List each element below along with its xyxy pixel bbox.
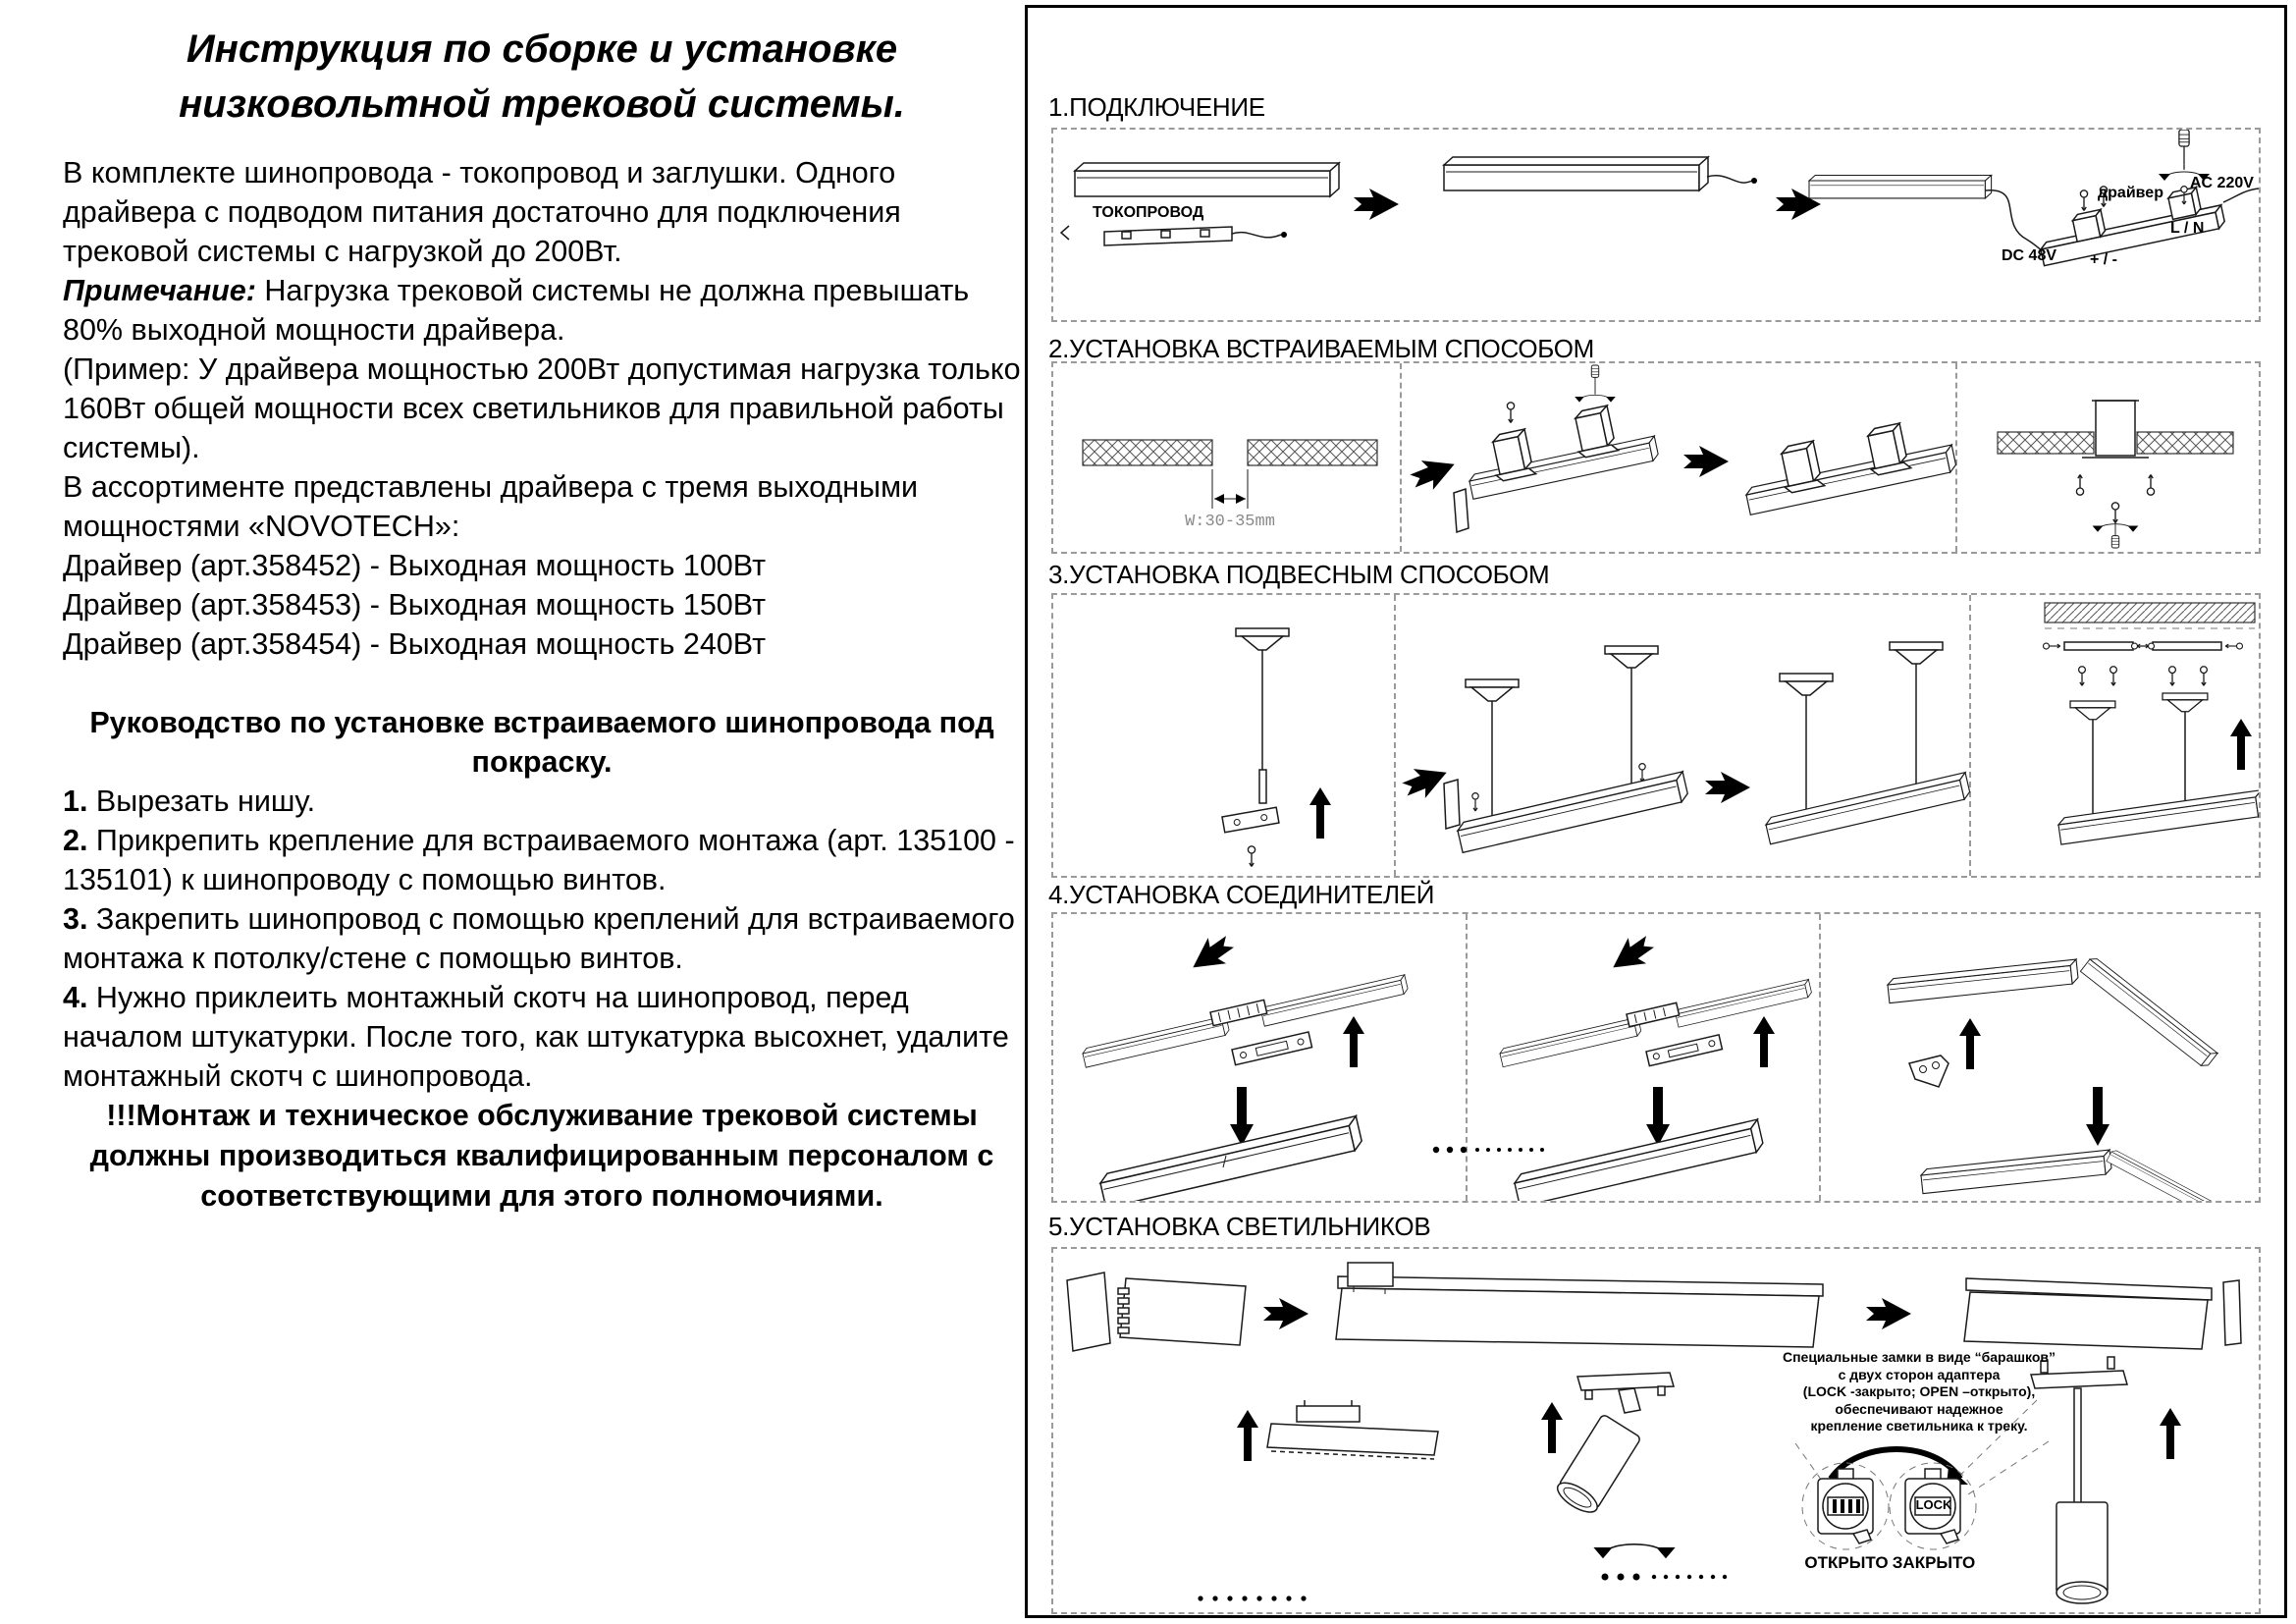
width-dimension-label: W:30-35mm [1185, 513, 1275, 531]
screw-icon [2076, 475, 2083, 496]
screw-icon [2110, 667, 2117, 686]
section-1-header: 1.ПОДКЛЮЧЕНИЕ [1048, 92, 1265, 122]
rotation-arrow-icon [1593, 1544, 1675, 1558]
dots-row [1602, 1574, 1728, 1581]
screwdriver-icon [1591, 365, 1598, 395]
canopy-icon [2070, 701, 2115, 720]
endcap-icon [1454, 489, 1468, 532]
arrow-up-icon [2160, 1408, 2181, 1459]
track-icon [1082, 1016, 1230, 1067]
joined-track-icon [1920, 1150, 2111, 1194]
warning-text: !!!Монтаж и техническое обслуживание трековой системы должны производиться квалифицированным персоналом с соответствующими для этого полномочиями. [89, 1099, 994, 1213]
track-icon [1887, 959, 2078, 1003]
spot-fixture-icon [1553, 1373, 1674, 1518]
driver-item: Драйвер (арт.358454) - Выходная мощность 240Вт [63, 627, 767, 661]
arrow-up-icon [1237, 1410, 1258, 1461]
track-icon [1809, 175, 1992, 197]
step-number: 2. [63, 824, 88, 857]
step-number: 4. [63, 981, 88, 1014]
diagram-box-connection [1051, 128, 2261, 322]
joined-track-icon [1513, 1119, 1764, 1201]
dots-row [1198, 1596, 1306, 1600]
tokoprovod-label: ТОКОПРОВОД [1093, 204, 1204, 221]
fixture-adapter-icon [1118, 1278, 1246, 1345]
ceiling-cutout-icon [1083, 440, 1377, 509]
screw-icon [1507, 403, 1514, 423]
driver-item: Драйвер (арт.358452) - Выходная мощность 100Вт [63, 549, 767, 582]
ln-label: L / N [2170, 220, 2205, 237]
track-icon [1260, 975, 1409, 1026]
arrow-icon [1407, 450, 1461, 496]
step-number: 3. [63, 902, 88, 936]
step-text: Вырезать нишу. [87, 785, 316, 818]
step-item [63, 782, 1021, 821]
canopy-icon [2163, 693, 2208, 712]
lock-dial-open-icon [1802, 1463, 1889, 1549]
track-icon [1075, 163, 1339, 196]
dots-row [1433, 1147, 1544, 1153]
canopy-icon [1605, 646, 1658, 668]
arrow-right-icon [1705, 772, 1750, 803]
power-feed-icon [1104, 227, 1287, 245]
track-icon [1675, 979, 1812, 1027]
screw-icon [1472, 793, 1478, 811]
screwdriver-icon [2111, 518, 2118, 548]
note-text: Нагрузка трековой системы не должна превышать 80% выходной мощности драйвера. [63, 274, 970, 347]
corner-connector-icon [1909, 1056, 1949, 1087]
lock-note-line: Специальные замки в виде “барашков” [1782, 1349, 2056, 1365]
arrow-down-icon [2086, 1087, 2109, 1146]
arrow-down-icon [1230, 1087, 1254, 1146]
lock-dial-label: LOCK [1915, 1497, 1952, 1512]
screw-icon [2169, 667, 2176, 686]
connector-plate-icon [1646, 1035, 1722, 1066]
closed-label: ЗАКРЫТО [1892, 1553, 1976, 1572]
track-icon [1499, 1017, 1642, 1067]
arrow-right-icon [1683, 446, 1729, 477]
joined-track-icon [1098, 1116, 1363, 1201]
screw-icon [1639, 764, 1645, 782]
track-icon [2057, 790, 2259, 844]
diagram-box-fixtures [1051, 1247, 2261, 1614]
mount-bracket-icon [1571, 406, 1619, 459]
section-2-header: 2.УСТАНОВКА ВСТРАИВАЕМЫМ СПОСОБОМ [1048, 334, 1595, 363]
ceiling-icon [2045, 603, 2255, 628]
lock-note [1770, 1349, 2068, 1435]
ac-voltage-label: AC 220V [2190, 175, 2254, 191]
note-paragraph [63, 271, 1021, 350]
screw-icon [2201, 667, 2208, 686]
straight-connector-icon [1210, 1000, 1267, 1025]
ceiling-section-icon [1998, 401, 2233, 458]
track-icon [1765, 773, 1971, 844]
spacer [63, 664, 1021, 703]
canopy-icon [1236, 628, 1289, 650]
screw-icon [2080, 190, 2087, 211]
arrow-up-icon [1541, 1402, 1563, 1453]
diagram-box-connectors [1051, 912, 2261, 1203]
screw-icon [2132, 643, 2149, 649]
instruction-text-column [63, 22, 1021, 1217]
arrow-down-icon [1646, 1087, 1670, 1146]
canopy-icon [1890, 642, 1943, 664]
track-icon [2080, 955, 2217, 1068]
arrow-up-icon [1753, 1016, 1775, 1067]
diagram-box-pendant [1051, 593, 2261, 878]
open-label: ОТКРЫТО [1804, 1553, 1889, 1572]
arrow-right-icon [1354, 189, 1399, 220]
screw-icon [1248, 846, 1255, 867]
example-paragraph: (Пример: У драйвера мощностью 200Вт допустимая нагрузка только 160Вт общей мощности всех светильников для правильной работы системы). [63, 352, 1021, 464]
arrow-up-icon [1343, 1016, 1364, 1067]
driver-item: Драйвер (арт.358453) - Выходная мощность 150Вт [63, 588, 767, 622]
screw-icon [2044, 643, 2060, 649]
mount-plate-icon [2064, 642, 2133, 650]
arrow-icon [1184, 929, 1239, 981]
screwdriver-icon [2179, 130, 2189, 170]
diagram-box-recessed [1051, 361, 2261, 554]
lock-note-line: обеспечивают надежное [1835, 1400, 2003, 1417]
step-item [63, 821, 1021, 899]
canopy-icon [1780, 674, 1833, 695]
fixture-install-diagram [1053, 1249, 2259, 1612]
step-item [63, 978, 1021, 1096]
arrow-icon [1604, 929, 1659, 981]
joined-track-icon [2107, 1149, 2211, 1201]
step-text: Закрепить шинопровод с помощью креплений для встраиваемого монтажа к потолку/стене с помощью винтов. [63, 902, 1015, 975]
step-text: Нужно приклеить монтажный скотч на шинопровод, перед началом штукатурки. После того, как штукатурка высохнет, удалите монтажный скотч с шинопровода. [63, 981, 1009, 1093]
fixture-plate-icon [1067, 1272, 1110, 1351]
fixture-on-track-icon [1336, 1263, 1823, 1347]
pendant-clip-icon [1222, 807, 1279, 832]
linear-fixture-icon [1267, 1400, 1438, 1459]
section-4-header: 4.УСТАНОВКА СОЕДИНИТЕЛЕЙ [1048, 880, 1435, 909]
intro-paragraph: В комплекте шинопровода - токопровод и заглушки. Одного драйвера с подводом питания достаточно для подключения трековой системы с нагрузкой до 200Вт. [63, 156, 901, 268]
track-icon [1745, 445, 1957, 514]
endcap-icon [1444, 780, 1460, 829]
pointer-line [1968, 1441, 2049, 1494]
screw-icon [2079, 667, 2086, 686]
track-icon [1456, 772, 1688, 852]
track-icon [1444, 157, 1708, 190]
lock-note-line: (LOCK -закрыто; OPEN –открыто), [1802, 1383, 2036, 1399]
step-item [63, 899, 1021, 978]
driver-label: драйвер [2098, 185, 2163, 201]
arrow-up-icon [1959, 1018, 1981, 1069]
screw-icon [2225, 643, 2242, 649]
connection-diagram [1053, 130, 2259, 320]
arrow-right-icon [1263, 1298, 1308, 1329]
arrow-up-icon [2230, 719, 2252, 770]
rotation-arrow-icon [1575, 395, 1616, 402]
guide-title: Руководство по установке встраиваемого шинопровода под покраску. [89, 706, 994, 779]
wire-icon [1707, 176, 1752, 183]
lock-note-line: крепление светильника к треку. [1810, 1418, 2028, 1434]
step-number: 1. [63, 785, 88, 818]
page-title: Инструкция по сборке и установке низковольтной трековой системы. [179, 27, 905, 126]
section-5-header: 5.УСТАНОВКА СВЕТИЛЬНИКОВ [1048, 1212, 1431, 1241]
arrow-right-icon [1866, 1298, 1911, 1329]
instructions-panel [1025, 5, 2287, 1618]
note-label: Примечание: [63, 274, 256, 307]
mount-plate-icon [2153, 642, 2221, 650]
endcap-icon [1061, 226, 1069, 240]
wire-icon [1985, 190, 2043, 251]
connector-plate-icon [1232, 1032, 1312, 1065]
lock-note-line: с двух сторон адаптера [1838, 1366, 2001, 1382]
arrow-up-icon [1309, 787, 1331, 839]
straight-connector-icon [1627, 1002, 1680, 1026]
fixture-mounted-icon [1964, 1278, 2241, 1349]
screw-icon [2147, 475, 2154, 496]
section-3-header: 3.УСТАНОВКА ПОДВЕСНЫМ СПОСОБОМ [1048, 560, 1550, 589]
canopy-icon [1466, 679, 1519, 701]
polarity-label: + / - [2090, 251, 2118, 268]
connector-diagram [1053, 914, 2259, 1201]
dc-voltage-label: DC 48V [2002, 247, 2057, 264]
step-text: Прикрепить крепление для встраиваемого монтажа (арт. 135100 - 135101) к шинопроводу с помощью винтов. [63, 824, 1015, 896]
pendant-mount-diagram [1053, 595, 2259, 876]
assortment-paragraph: В ассортименте представлены драйвера с тремя выходными мощностями «NOVOTECH»: [63, 470, 919, 543]
